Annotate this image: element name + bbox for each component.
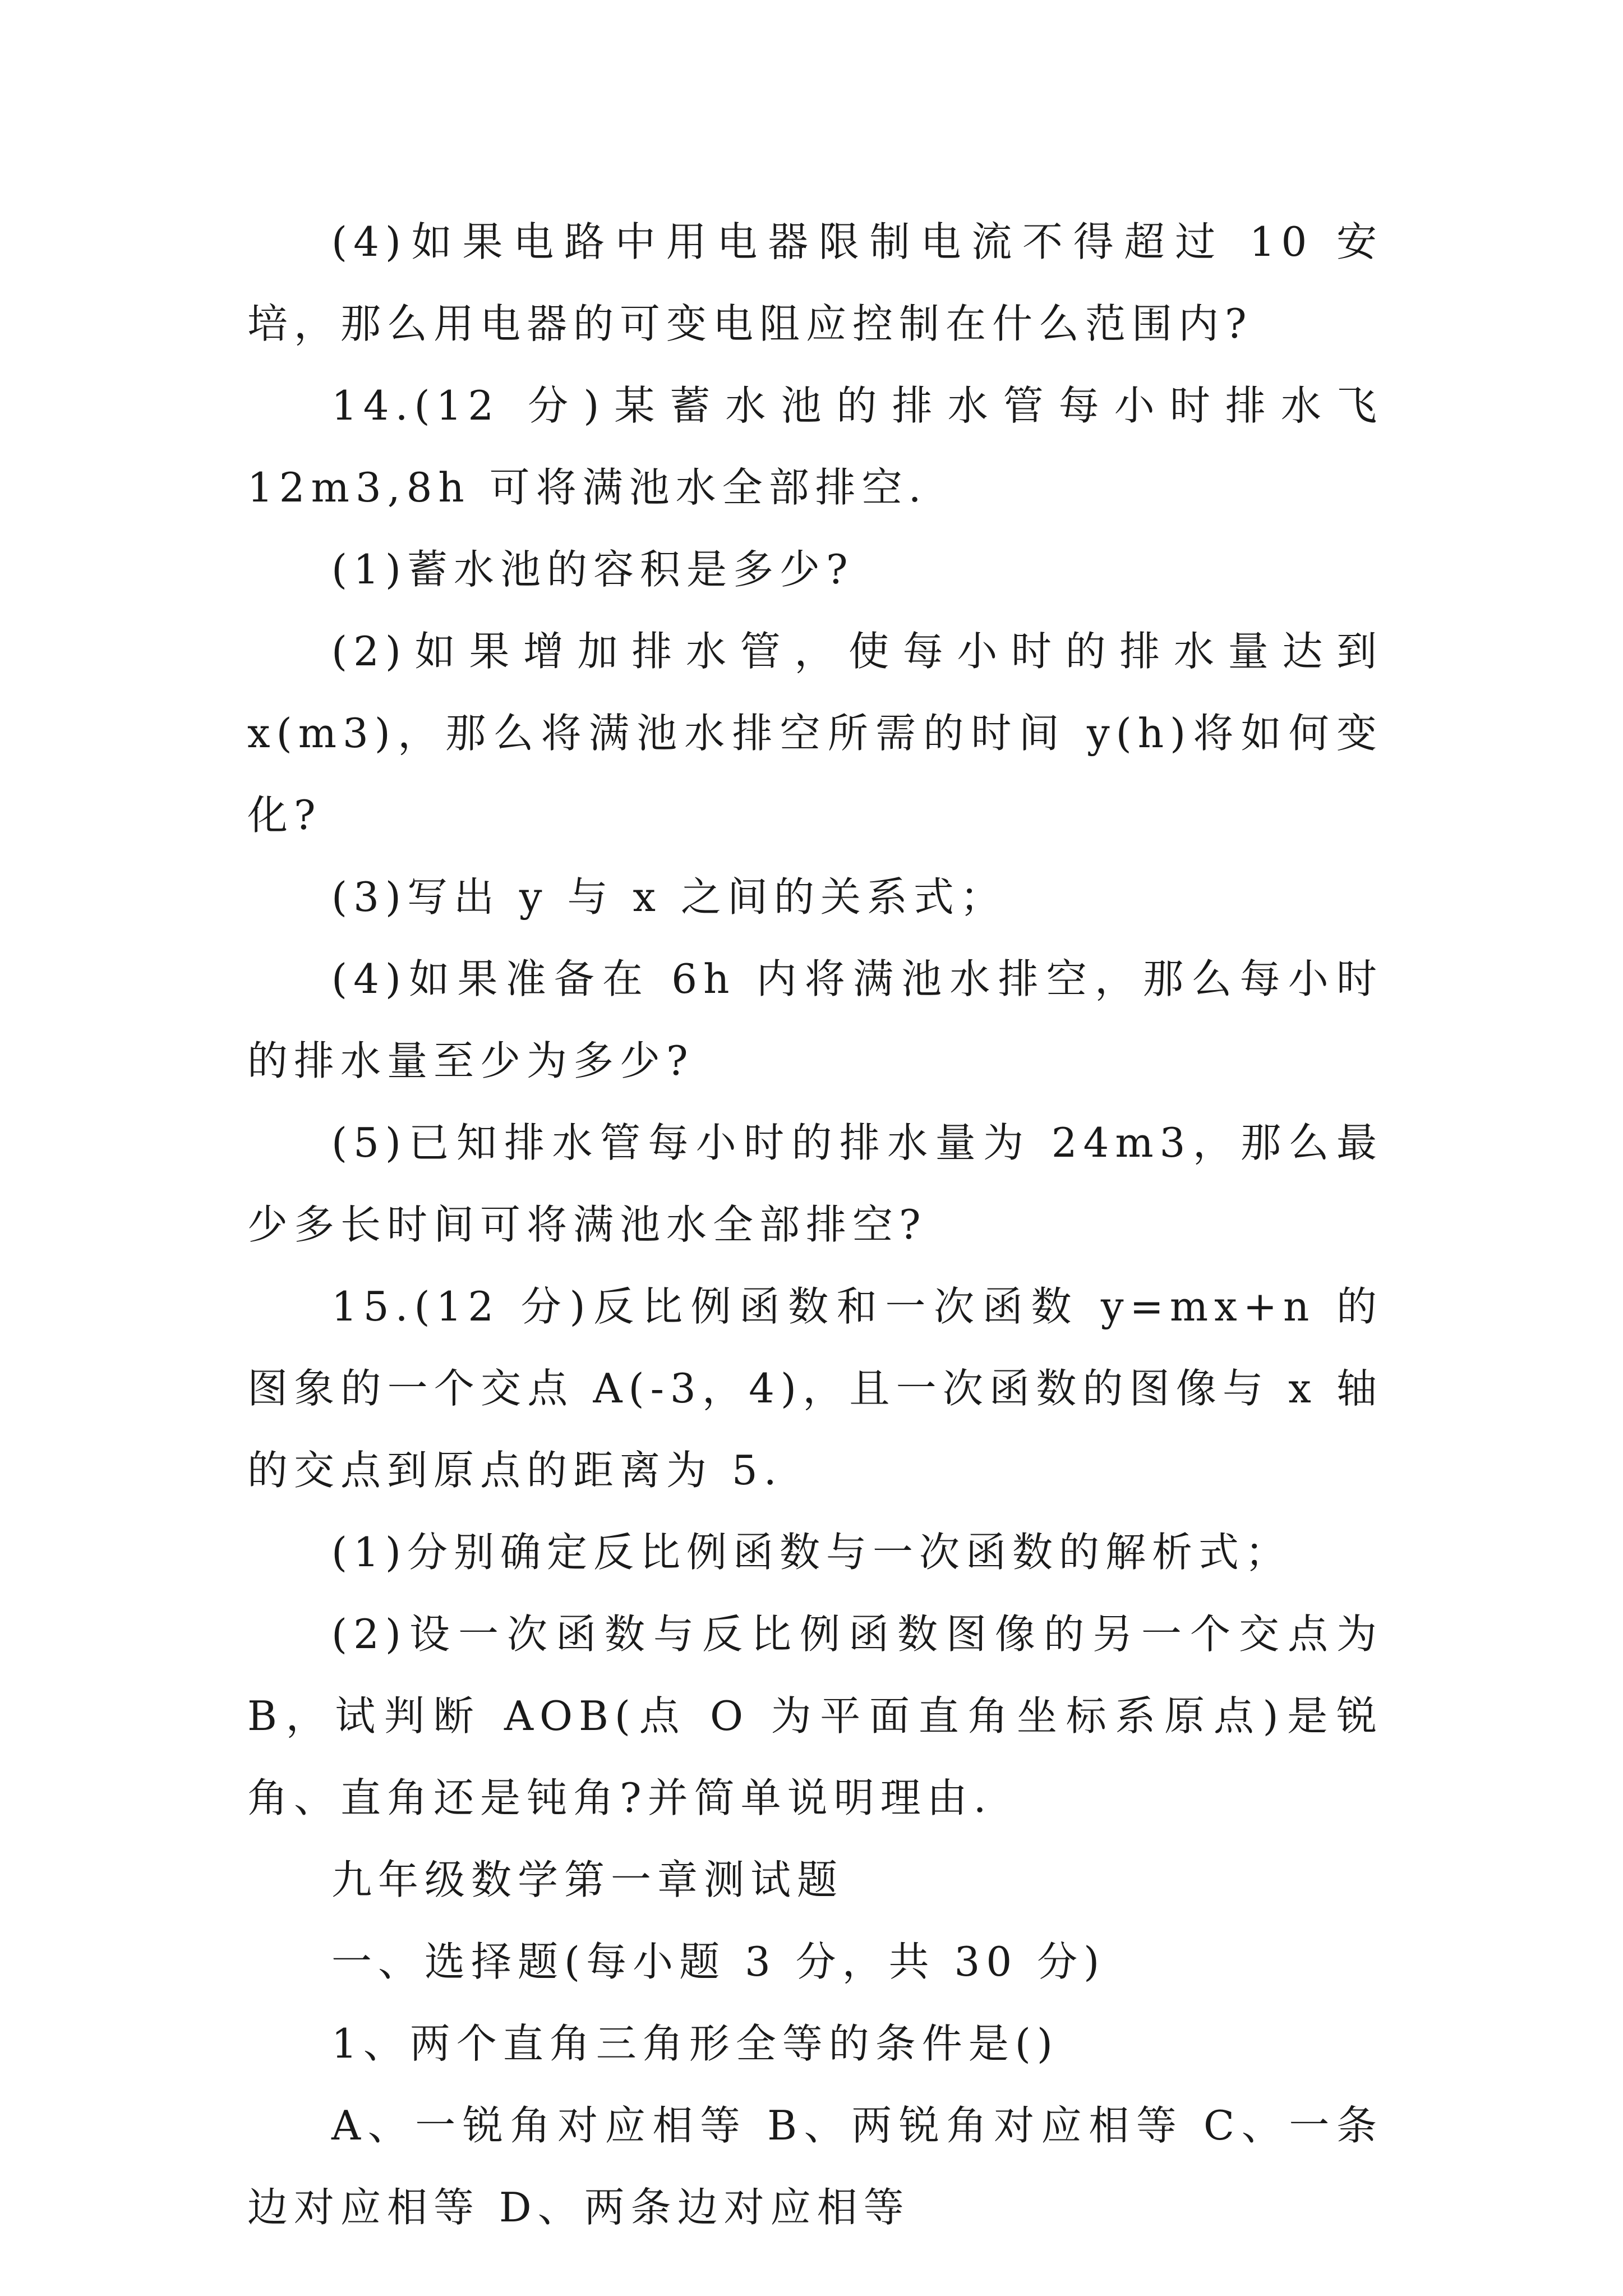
question-15-part-1: (1)分别确定反比例函数与一次函数的解析式； (331, 1529, 1292, 1576)
question-14-part-5: (5)已知排水管每小时的排水量为 24m3，那么最少多长时间可将满池水全部排空? (247, 1119, 1383, 1248)
section-heading-multiple-choice: 一、选择题(每小题 3 分，共 30 分) (331, 1938, 1106, 1985)
question-13-part-4: (4)如果电路中用电器限制电流不得超过 10 安培，那么用电器的可变电阻应控制在什么范围内? (247, 218, 1383, 347)
test-title: 九年级数学第一章测试题 (331, 1856, 844, 1903)
question-15-part-2: (2)设一次函数与反比例函数图像的另一个交点为 B，试判断 AOB(点 O 为平面直角坐标系原点)是锐角、直角还是钝角?并简单说明理由. (247, 1611, 1383, 1821)
question-14-part-3: (3)写出 y 与 x 之间的关系式； (331, 873, 1007, 921)
question-14-part-4: (4)如果准备在 6h 内将满池水排空，那么每小时的排水量至少为多少? (247, 955, 1383, 1084)
question-14-part-2: (2)如果增加排水管，使每小时的排水量达到 x(m3)，那么将满池水排空所需的时间 y(h)将如何变化? (247, 628, 1383, 839)
question-14-stem: 14.(12 分)某蓄水池的排水管每小时排水飞 12m3,8h 可将满池水全部排空. (247, 382, 1383, 511)
document-body (247, 201, 1383, 2248)
question-15-stem: 15.(12 分)反比例函数和一次函数 y=mx+n 的图象的一个交点 A(-3，4)，且一次函数的图像与 x 轴的交点到原点的距离为 5. (247, 1283, 1383, 1494)
question-14-part-1: (1)蓄水池的容积是多少? (331, 546, 854, 593)
question-1-stem: 1、两个直角三角形全等的条件是() (331, 2020, 1059, 2067)
question-1-options: A、一锐角对应相等 B、两锐角对应相等 C、一条边对应相等 D、两条边对应相等 (247, 2102, 1383, 2231)
